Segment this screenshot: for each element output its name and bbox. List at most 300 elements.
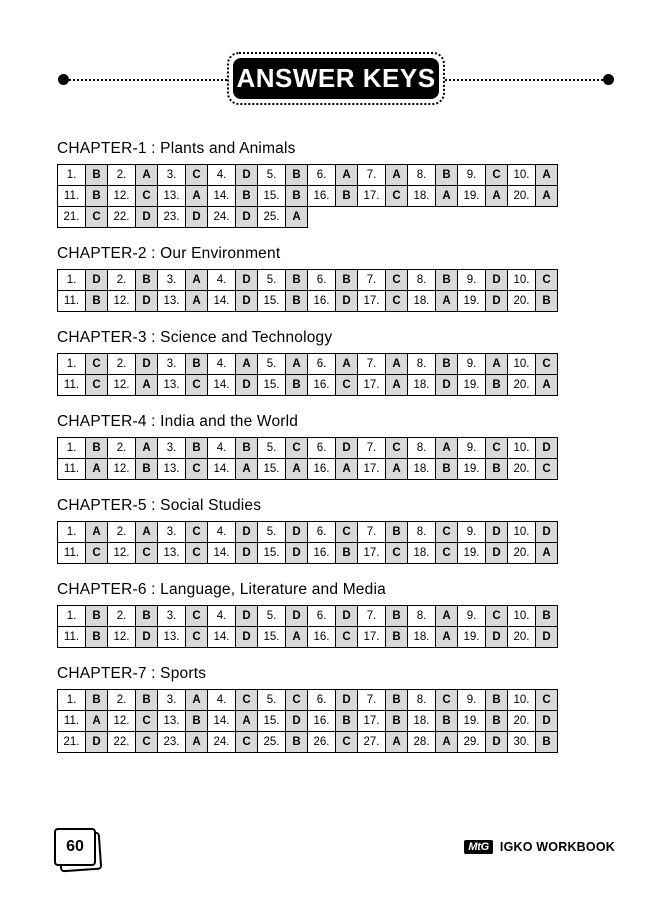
answer-cell: D (336, 291, 358, 312)
question-number-cell: 15. (258, 627, 286, 648)
question-number-cell: 28. (408, 732, 436, 753)
footer-brand (464, 840, 615, 854)
question-number-cell: 18. (408, 291, 436, 312)
question-number-cell: 6. (308, 165, 336, 186)
answer-cell: B (436, 711, 458, 732)
question-number-cell: 14. (208, 375, 236, 396)
answer-cell: B (286, 375, 308, 396)
question-number-cell: 1. (58, 606, 86, 627)
question-number-cell: 11. (58, 459, 86, 480)
answer-cell: B (536, 291, 558, 312)
footer-title: IGKO WORKBOOK (499, 840, 615, 854)
answer-cell: A (436, 627, 458, 648)
question-number-cell: 12. (108, 459, 136, 480)
answer-cell: A (436, 438, 458, 459)
question-number-cell: 4. (208, 606, 236, 627)
table-row (58, 459, 558, 480)
question-number-cell: 11. (58, 627, 86, 648)
question-number-cell: 7. (358, 270, 386, 291)
question-number-cell: 7. (358, 522, 386, 543)
question-number-cell: 29. (458, 732, 486, 753)
answer-cell: A (336, 459, 358, 480)
question-number-cell: 1. (58, 438, 86, 459)
answer-cell: B (486, 711, 508, 732)
question-number-cell: 15. (258, 186, 286, 207)
question-number-cell: 5. (258, 438, 286, 459)
answer-cell: C (486, 438, 508, 459)
answer-cell: C (336, 375, 358, 396)
chapter-block (57, 140, 615, 228)
question-number-cell: 27. (358, 732, 386, 753)
question-number-cell: 18. (408, 543, 436, 564)
answer-cell: D (186, 207, 208, 228)
answer-cell: A (286, 459, 308, 480)
answer-cell: B (386, 627, 408, 648)
question-number-cell: 15. (258, 459, 286, 480)
answer-cell: A (286, 354, 308, 375)
answer-cell: D (86, 270, 108, 291)
answer-cell: D (536, 522, 558, 543)
question-number-cell: 8. (408, 606, 436, 627)
question-number-cell: 20. (508, 291, 536, 312)
question-number-cell: 10. (508, 354, 536, 375)
answer-cell: A (236, 459, 258, 480)
question-number-cell: 21. (58, 732, 86, 753)
question-number-cell: 18. (408, 375, 436, 396)
table-row (58, 522, 558, 543)
answer-cell: C (186, 165, 208, 186)
question-number-cell: 16. (308, 711, 336, 732)
question-number-cell: 8. (408, 270, 436, 291)
answer-cell: A (536, 543, 558, 564)
question-number-cell: 15. (258, 711, 286, 732)
answer-cell: A (86, 459, 108, 480)
chapter-block (57, 329, 615, 396)
question-number-cell: 14. (208, 627, 236, 648)
question-number-cell: 4. (208, 690, 236, 711)
answer-cell: B (86, 606, 108, 627)
question-number-cell: 6. (308, 522, 336, 543)
table-row (58, 186, 558, 207)
question-number-cell: 12. (108, 711, 136, 732)
answer-cell: A (386, 459, 408, 480)
answer-cell: D (436, 375, 458, 396)
chapter-block (57, 245, 615, 312)
table-row (58, 291, 558, 312)
question-number-cell: 20. (508, 459, 536, 480)
question-number-cell: 18. (408, 627, 436, 648)
chapter-title: CHAPTER-2 : Our Environment (57, 245, 281, 262)
table-row (58, 732, 558, 753)
answer-cell: C (536, 354, 558, 375)
answer-cell: C (286, 690, 308, 711)
answer-cell: A (136, 375, 158, 396)
question-number-cell: 1. (58, 690, 86, 711)
question-number-cell: 16. (308, 291, 336, 312)
answer-cell: C (386, 543, 408, 564)
question-number-cell: 16. (308, 627, 336, 648)
answer-cell: A (486, 186, 508, 207)
answer-cell: C (136, 711, 158, 732)
page-number-badge (54, 828, 98, 868)
question-number-cell: 17. (358, 627, 386, 648)
answer-cell: C (386, 186, 408, 207)
question-number-cell: 2. (108, 438, 136, 459)
table-row (58, 438, 558, 459)
question-number-cell: 10. (508, 165, 536, 186)
table-row (58, 690, 558, 711)
answer-cell: B (436, 354, 458, 375)
question-number-cell: 10. (508, 522, 536, 543)
answer-cell: D (286, 522, 308, 543)
question-number-cell: 3. (158, 522, 186, 543)
answer-cell: C (86, 543, 108, 564)
question-number-cell: 1. (58, 270, 86, 291)
question-number-cell: 13. (158, 459, 186, 480)
answer-cell: C (186, 522, 208, 543)
answer-cell: A (386, 732, 408, 753)
answer-cell: D (236, 606, 258, 627)
question-number-cell: 17. (358, 711, 386, 732)
answer-cell: D (136, 291, 158, 312)
chapter-title: CHAPTER-4 : India and the World (57, 413, 299, 430)
answer-key-table (57, 689, 558, 753)
question-number-cell: 6. (308, 606, 336, 627)
answer-cell: B (486, 375, 508, 396)
question-number-cell: 23. (158, 207, 186, 228)
answer-cell: D (536, 711, 558, 732)
question-number-cell: 20. (508, 186, 536, 207)
question-number-cell: 2. (108, 270, 136, 291)
table-row (58, 270, 558, 291)
question-number-cell: 8. (408, 690, 436, 711)
question-number-cell: 17. (358, 291, 386, 312)
page-title-box (233, 58, 439, 99)
answer-cell: C (86, 375, 108, 396)
answer-cell: D (536, 438, 558, 459)
question-number-cell: 14. (208, 291, 236, 312)
answer-cell: A (436, 291, 458, 312)
question-number-cell: 19. (458, 627, 486, 648)
answer-cell: D (136, 354, 158, 375)
question-number-cell: 16. (308, 543, 336, 564)
question-number-cell: 13. (158, 711, 186, 732)
answer-cell: D (486, 543, 508, 564)
answer-cell: C (486, 165, 508, 186)
question-number-cell: 7. (358, 165, 386, 186)
answer-cell: D (486, 627, 508, 648)
bullet-dot-left-icon (58, 74, 69, 85)
question-number-cell: 19. (458, 543, 486, 564)
question-number-cell: 11. (58, 711, 86, 732)
answer-cell: C (386, 438, 408, 459)
question-number-cell: 9. (458, 270, 486, 291)
answer-cell: C (336, 732, 358, 753)
answer-cell: B (286, 732, 308, 753)
question-number-cell: 3. (158, 270, 186, 291)
question-number-cell: 8. (408, 354, 436, 375)
answer-cell: D (486, 732, 508, 753)
table-row (58, 165, 558, 186)
answer-cell: B (136, 606, 158, 627)
question-number-cell: 9. (458, 354, 486, 375)
table-row (58, 627, 558, 648)
question-number-cell: 16. (308, 186, 336, 207)
answer-cell: C (136, 186, 158, 207)
answer-cell: B (136, 690, 158, 711)
question-number-cell: 3. (158, 354, 186, 375)
answer-key-table (57, 164, 558, 228)
answer-cell: A (86, 522, 108, 543)
answer-cell: A (136, 438, 158, 459)
answer-cell: B (86, 186, 108, 207)
answer-cell: A (436, 732, 458, 753)
question-number-cell: 18. (408, 711, 436, 732)
question-number-cell: 12. (108, 543, 136, 564)
answer-cell: B (186, 711, 208, 732)
chapter-block (57, 413, 615, 480)
answer-cell: D (236, 291, 258, 312)
answer-cell: B (286, 270, 308, 291)
question-number-cell: 5. (258, 606, 286, 627)
answer-cell: D (336, 438, 358, 459)
answer-cell: B (186, 354, 208, 375)
question-number-cell: 12. (108, 186, 136, 207)
answer-cell: C (136, 732, 158, 753)
answer-cell: C (536, 459, 558, 480)
answer-cell: C (186, 627, 208, 648)
answer-cell: C (436, 543, 458, 564)
answer-cell: B (436, 270, 458, 291)
question-number-cell: 5. (258, 690, 286, 711)
answer-cell: D (486, 522, 508, 543)
question-number-cell: 3. (158, 165, 186, 186)
answer-cell: B (536, 732, 558, 753)
answer-cell: B (386, 711, 408, 732)
answer-cell: A (536, 165, 558, 186)
answer-cell: A (136, 522, 158, 543)
answer-cell: C (536, 270, 558, 291)
question-number-cell: 10. (508, 690, 536, 711)
answer-cell: B (536, 606, 558, 627)
answer-cell: A (186, 690, 208, 711)
answer-cell: B (336, 711, 358, 732)
answer-key-table (57, 353, 558, 396)
question-number-cell: 6. (308, 354, 336, 375)
question-number-cell: 12. (108, 627, 136, 648)
answer-cell: C (336, 522, 358, 543)
answer-cell: B (336, 186, 358, 207)
question-number-cell: 4. (208, 354, 236, 375)
answer-cell: C (86, 354, 108, 375)
question-number-cell: 17. (358, 543, 386, 564)
answer-cell: C (186, 375, 208, 396)
chapter-title: CHAPTER-1 : Plants and Animals (57, 140, 296, 157)
question-number-cell: 5. (258, 270, 286, 291)
question-number-cell: 7. (358, 606, 386, 627)
chapter-title: CHAPTER-5 : Social Studies (57, 497, 262, 514)
answer-cell: B (336, 543, 358, 564)
question-number-cell: 9. (458, 165, 486, 186)
page-footer (0, 828, 672, 888)
table-row (58, 711, 558, 732)
answer-cell: B (136, 459, 158, 480)
question-number-cell: 8. (408, 522, 436, 543)
answer-cell: B (386, 690, 408, 711)
answer-cell: C (186, 459, 208, 480)
answer-cell: D (236, 543, 258, 564)
answer-cell: D (136, 627, 158, 648)
question-number-cell: 5. (258, 165, 286, 186)
answer-cell: A (186, 186, 208, 207)
answer-cell: B (336, 270, 358, 291)
answer-cell: B (486, 690, 508, 711)
table-row (58, 375, 558, 396)
answer-cell: B (386, 522, 408, 543)
answer-cell: A (286, 627, 308, 648)
question-number-cell: 8. (408, 165, 436, 186)
question-number-cell: 13. (158, 291, 186, 312)
question-number-cell: 10. (508, 606, 536, 627)
question-number-cell: 4. (208, 438, 236, 459)
answer-cell: D (286, 711, 308, 732)
question-number-cell: 1. (58, 354, 86, 375)
answer-cell: B (86, 690, 108, 711)
question-number-cell: 15. (258, 375, 286, 396)
question-number-cell: 18. (408, 186, 436, 207)
question-number-cell: 17. (358, 375, 386, 396)
answer-cell: A (286, 207, 308, 228)
answer-cell: C (186, 606, 208, 627)
table-row (58, 543, 558, 564)
answer-cell: C (236, 690, 258, 711)
question-number-cell: 15. (258, 291, 286, 312)
answer-cell: D (236, 207, 258, 228)
question-number-cell: 4. (208, 522, 236, 543)
question-number-cell: 23. (158, 732, 186, 753)
page-number: 60 (54, 828, 96, 866)
question-number-cell: 16. (308, 375, 336, 396)
question-number-cell: 2. (108, 522, 136, 543)
bullet-dot-right-icon (603, 74, 614, 85)
chapter-title: CHAPTER-3 : Science and Technology (57, 329, 333, 346)
answer-cell: A (386, 354, 408, 375)
answer-cell: A (86, 711, 108, 732)
answer-cell: A (536, 186, 558, 207)
answer-key-table (57, 437, 558, 480)
question-number-cell: 13. (158, 375, 186, 396)
answer-cell: C (436, 690, 458, 711)
mtg-logo-icon: MtG (464, 840, 492, 854)
table-row (58, 207, 558, 228)
answer-cell: A (186, 732, 208, 753)
chapter-block (57, 581, 615, 648)
answer-cell: C (86, 207, 108, 228)
question-number-cell: 24. (208, 732, 236, 753)
question-number-cell: 4. (208, 165, 236, 186)
question-number-cell: 2. (108, 606, 136, 627)
answer-cell: D (536, 627, 558, 648)
question-number-cell: 5. (258, 354, 286, 375)
answer-cell: B (186, 438, 208, 459)
question-number-cell: 20. (508, 543, 536, 564)
answer-cell: B (286, 291, 308, 312)
question-number-cell: 4. (208, 270, 236, 291)
answer-cell: A (536, 375, 558, 396)
question-number-cell: 7. (358, 354, 386, 375)
question-number-cell: 18. (408, 459, 436, 480)
answer-cell: C (286, 438, 308, 459)
answer-cell: A (186, 270, 208, 291)
table-row (58, 606, 558, 627)
answer-cell: A (236, 354, 258, 375)
answer-cell: C (386, 270, 408, 291)
answer-cell: A (336, 354, 358, 375)
answer-cell: C (336, 627, 358, 648)
answer-cell: B (436, 459, 458, 480)
question-number-cell: 19. (458, 291, 486, 312)
question-number-cell: 10. (508, 438, 536, 459)
question-number-cell: 14. (208, 711, 236, 732)
question-number-cell: 1. (58, 165, 86, 186)
question-number-cell: 8. (408, 438, 436, 459)
question-number-cell: 13. (158, 543, 186, 564)
question-number-cell: 5. (258, 522, 286, 543)
answer-cell: B (86, 291, 108, 312)
answer-cell: B (386, 606, 408, 627)
answer-cell: B (236, 186, 258, 207)
answer-cell: D (236, 165, 258, 186)
answer-cell: B (86, 438, 108, 459)
question-number-cell: 2. (108, 165, 136, 186)
answer-cell: D (236, 627, 258, 648)
question-number-cell: 7. (358, 438, 386, 459)
answer-cell: D (236, 522, 258, 543)
question-number-cell: 3. (158, 690, 186, 711)
answer-cell: A (436, 186, 458, 207)
question-number-cell: 16. (308, 459, 336, 480)
question-number-cell: 25. (258, 207, 286, 228)
chapter-title: CHAPTER-7 : Sports (57, 665, 207, 682)
question-number-cell: 11. (58, 291, 86, 312)
chapters-container (57, 140, 615, 770)
answer-cell: D (236, 270, 258, 291)
question-number-cell: 25. (258, 732, 286, 753)
question-number-cell: 30. (508, 732, 536, 753)
answer-cell: B (286, 165, 308, 186)
answer-cell: B (486, 459, 508, 480)
question-number-cell: 1. (58, 522, 86, 543)
answer-cell: D (336, 690, 358, 711)
answer-cell: B (436, 165, 458, 186)
answer-cell: C (486, 606, 508, 627)
answer-cell: B (86, 627, 108, 648)
question-number-cell: 19. (458, 375, 486, 396)
question-number-cell: 9. (458, 606, 486, 627)
question-number-cell: 12. (108, 375, 136, 396)
answer-cell: D (336, 606, 358, 627)
answer-cell: B (236, 438, 258, 459)
question-number-cell: 22. (108, 207, 136, 228)
page-title: ANSWER KEYS (236, 63, 436, 93)
question-number-cell: 15. (258, 543, 286, 564)
page-header (0, 52, 672, 108)
answer-cell: A (136, 165, 158, 186)
question-number-cell: 9. (458, 438, 486, 459)
question-number-cell: 20. (508, 711, 536, 732)
answer-cell: A (436, 606, 458, 627)
answer-key-table (57, 521, 558, 564)
